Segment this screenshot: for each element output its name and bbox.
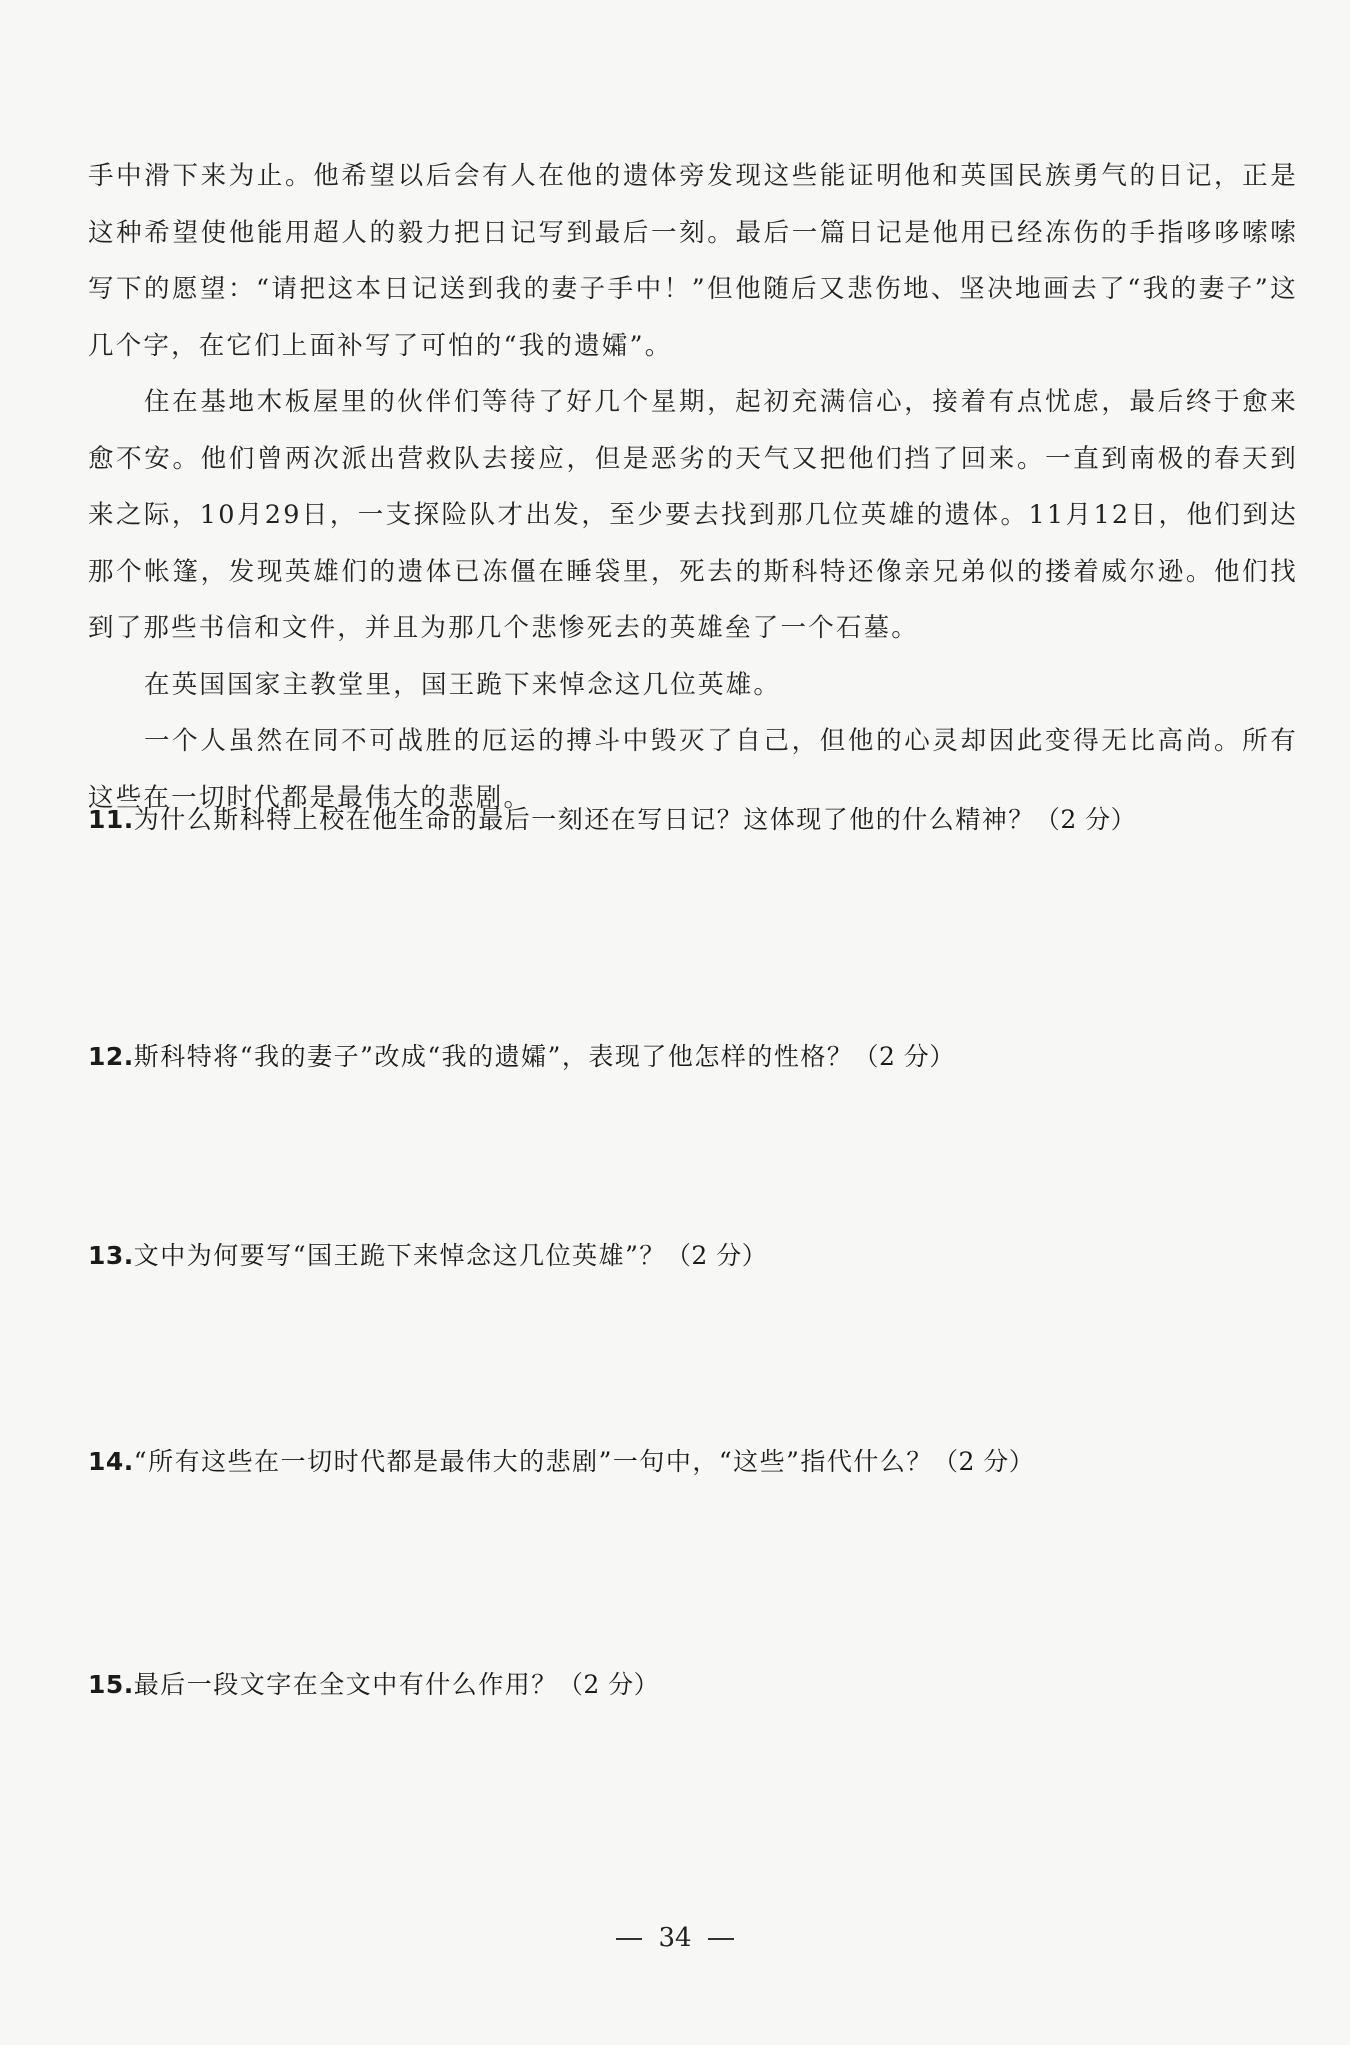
passage-paragraph-2: 住在基地木板屋里的伙伴们等待了好几个星期，起初充满信心，接着有点忧虑，最后终于愈来愈不安。他们曾两次派出营救队去接应，但是恶劣的天气又把他们挡了回来。一直到南极的春天到来之际，10月29日，一支探险队才出发，至少要去找到那几位英雄的遗体。11月12日，他们到达那个帐篷，发现英雄们的遗体已冻僵在睡袋里，死去的斯科特还像亲兄弟似的搂着威尔逊。他们找到了那些书信和文件，并且为那几个悲惨死去的英雄垒了一个石墓。 [88,387,1298,643]
question-15 [88,1665,1298,1705]
page-number-right-dash [708,1938,734,1940]
question-score: （2 分） [853,1042,955,1071]
question-number: 11. [88,805,134,834]
question-14 [88,1442,1298,1482]
question-score: （2 分） [665,1241,768,1270]
question-number: 12. [88,1042,134,1071]
question-text: 为什么斯科特上校在他生命的最后一刻还在写日记？这体现了他的什么精神？ [133,805,1035,834]
page-number-left-dash [616,1938,642,1940]
question-number: 13. [88,1241,134,1270]
question-text: 文中为何要写“国王跪下来悼念这几位英雄”？ [133,1241,666,1270]
answer-space-13[interactable] [88,1281,1298,1431]
answer-space-15[interactable] [88,1710,1298,1900]
question-12 [88,1037,1298,1077]
passage-paragraph-1: 手中滑下来为止。他希望以后会有人在他的遗体旁发现这些能证明他和英国民族勇气的日记，正是这种希望使他能用超人的毅力把日记写到最后一刻。最后一篇日记是他用已经冻伤的手指哆哆嗦嗦写下的愿望：“请把这本日记送到我的妻子手中！”但他随后又悲伤地、坚决地画去了“我的妻子”这几个字，在它们上面补写了可怕的“我的遗孀”。 [88,161,1298,361]
question-text: 斯科特将“我的妻子”改成“我的遗孀”，表现了他怎样的性格？ [133,1042,854,1071]
question-13 [88,1236,1298,1276]
question-score: （2 分） [1034,805,1137,834]
answer-space-12[interactable] [88,1082,1298,1232]
passage-paragraph-3: 在英国国家主教堂里，国王跪下来悼念这几位英雄。 [144,669,782,700]
question-11 [88,800,1298,840]
question-score: （2 分） [557,1670,660,1699]
answer-space-14[interactable] [88,1487,1298,1657]
question-number: 14. [88,1447,134,1476]
page-number [0,1923,1350,1953]
question-score: （2 分） [932,1447,1035,1476]
page-number-value: 34 [658,1923,692,1953]
answer-space-11[interactable] [88,845,1298,1035]
reading-passage [88,148,1298,826]
question-text: “所有这些在一切时代都是最伟大的悲剧”一句中，“这些”指代什么？ [133,1447,933,1476]
passage-paragraph-4: 一个人虽然在同不可战胜的厄运的搏斗中毁灭了自己，但他的心灵却因此变得无比高尚。所有这些在一切时代都是最伟大的悲剧。 [88,726,1298,813]
question-text: 最后一段文字在全文中有什么作用？ [133,1670,558,1699]
question-number: 15. [88,1670,134,1699]
